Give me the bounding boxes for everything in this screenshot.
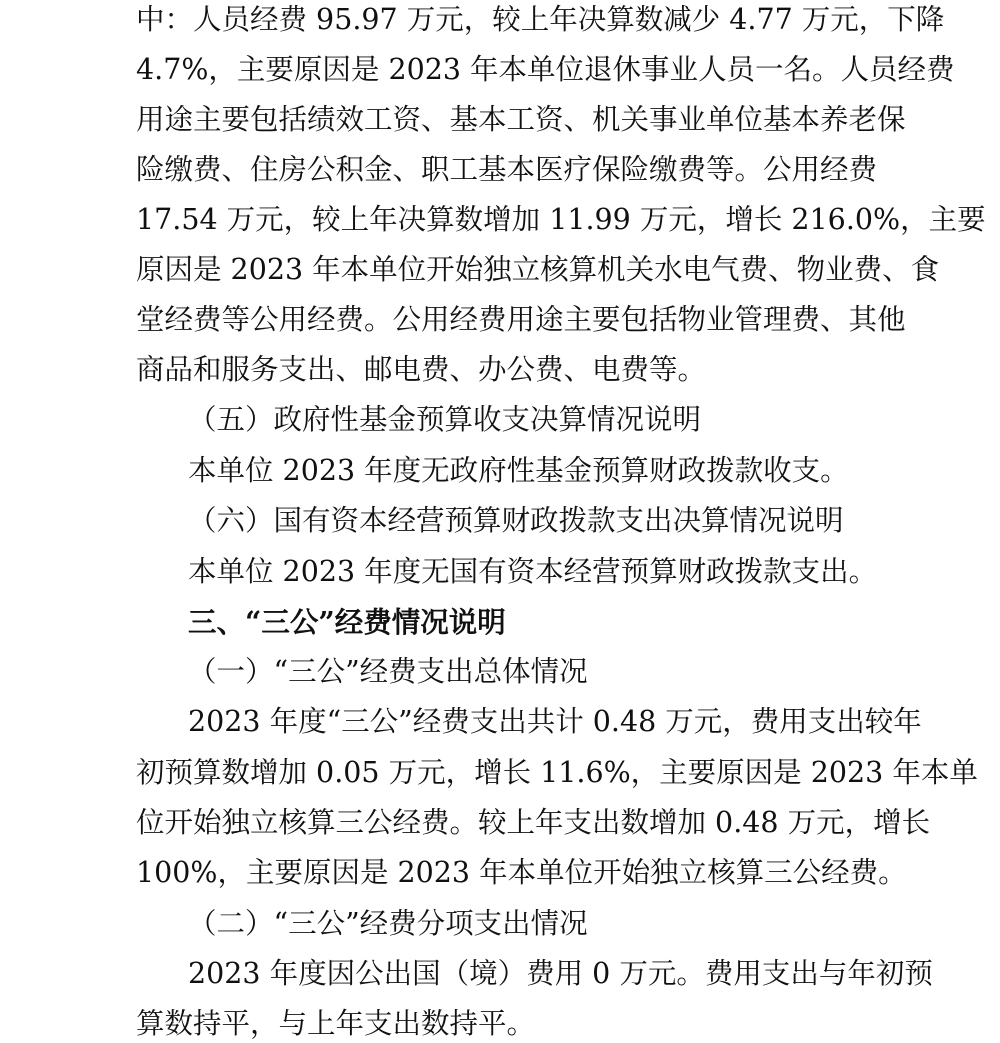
paragraph-line: 险缴费、住房公积金、职工基本医疗保险缴费等。公用经费	[136, 153, 878, 186]
paragraph-line: 100%，主要原因是 2023 年本单位开始独立核算三公经费。	[136, 856, 907, 889]
paragraph-line: 商品和服务支出、邮电费、办公费、电费等。	[136, 353, 707, 386]
paragraph-line: 原因是 2023 年本单位开始独立核算机关水电气费、物业费、食	[136, 253, 940, 286]
paragraph-line: 2023 年度“三公”经费支出共计 0.48 万元，费用支出较年	[188, 705, 922, 738]
section-body: 本单位 2023 年度无国有资本经营预算财政拨款支出。	[188, 555, 878, 588]
paragraph-line: 初预算数增加 0.05 万元，增长 11.6%，主要原因是 2023 年本单	[136, 756, 978, 789]
paragraph-line: 中：人员经费 95.97 万元，较上年决算数减少 4.77 万元，下降	[136, 3, 945, 36]
part-heading: 三、“三公”经费情况说明	[188, 605, 506, 639]
subsection-heading: （一）“三公”经费支出总体情况	[188, 655, 588, 688]
paragraph-line: 堂经费等公用经费。公用经费用途主要包括物业管理费、其他	[136, 303, 906, 336]
section-body: 本单位 2023 年度无政府性基金预算财政拨款收支。	[188, 454, 849, 487]
section-heading: （六）国有资本经营预算财政拨款支出决算情况说明	[188, 504, 844, 537]
section-heading: （五）政府性基金预算收支决算情况说明	[188, 403, 702, 436]
paragraph-line: 位开始独立核算三公经费。较上年支出数增加 0.48 万元，增长	[136, 806, 931, 839]
paragraph-line: 2023 年度因公出国（境）费用 0 万元。费用支出与年初预	[188, 957, 933, 990]
paragraph-line: 算数持平，与上年支出数持平。	[136, 1007, 536, 1040]
paragraph-line: 4.7%，主要原因是 2023 年本单位退休事业人员一名。人员经费	[136, 53, 955, 86]
subsection-heading: （二）“三公”经费分项支出情况	[188, 907, 588, 940]
paragraph-line: 17.54 万元，较上年决算数增加 11.99 万元，增长 216.0%，主要	[136, 203, 986, 236]
paragraph-line: 用途主要包括绩效工资、基本工资、机关事业单位基本养老保	[136, 103, 906, 136]
